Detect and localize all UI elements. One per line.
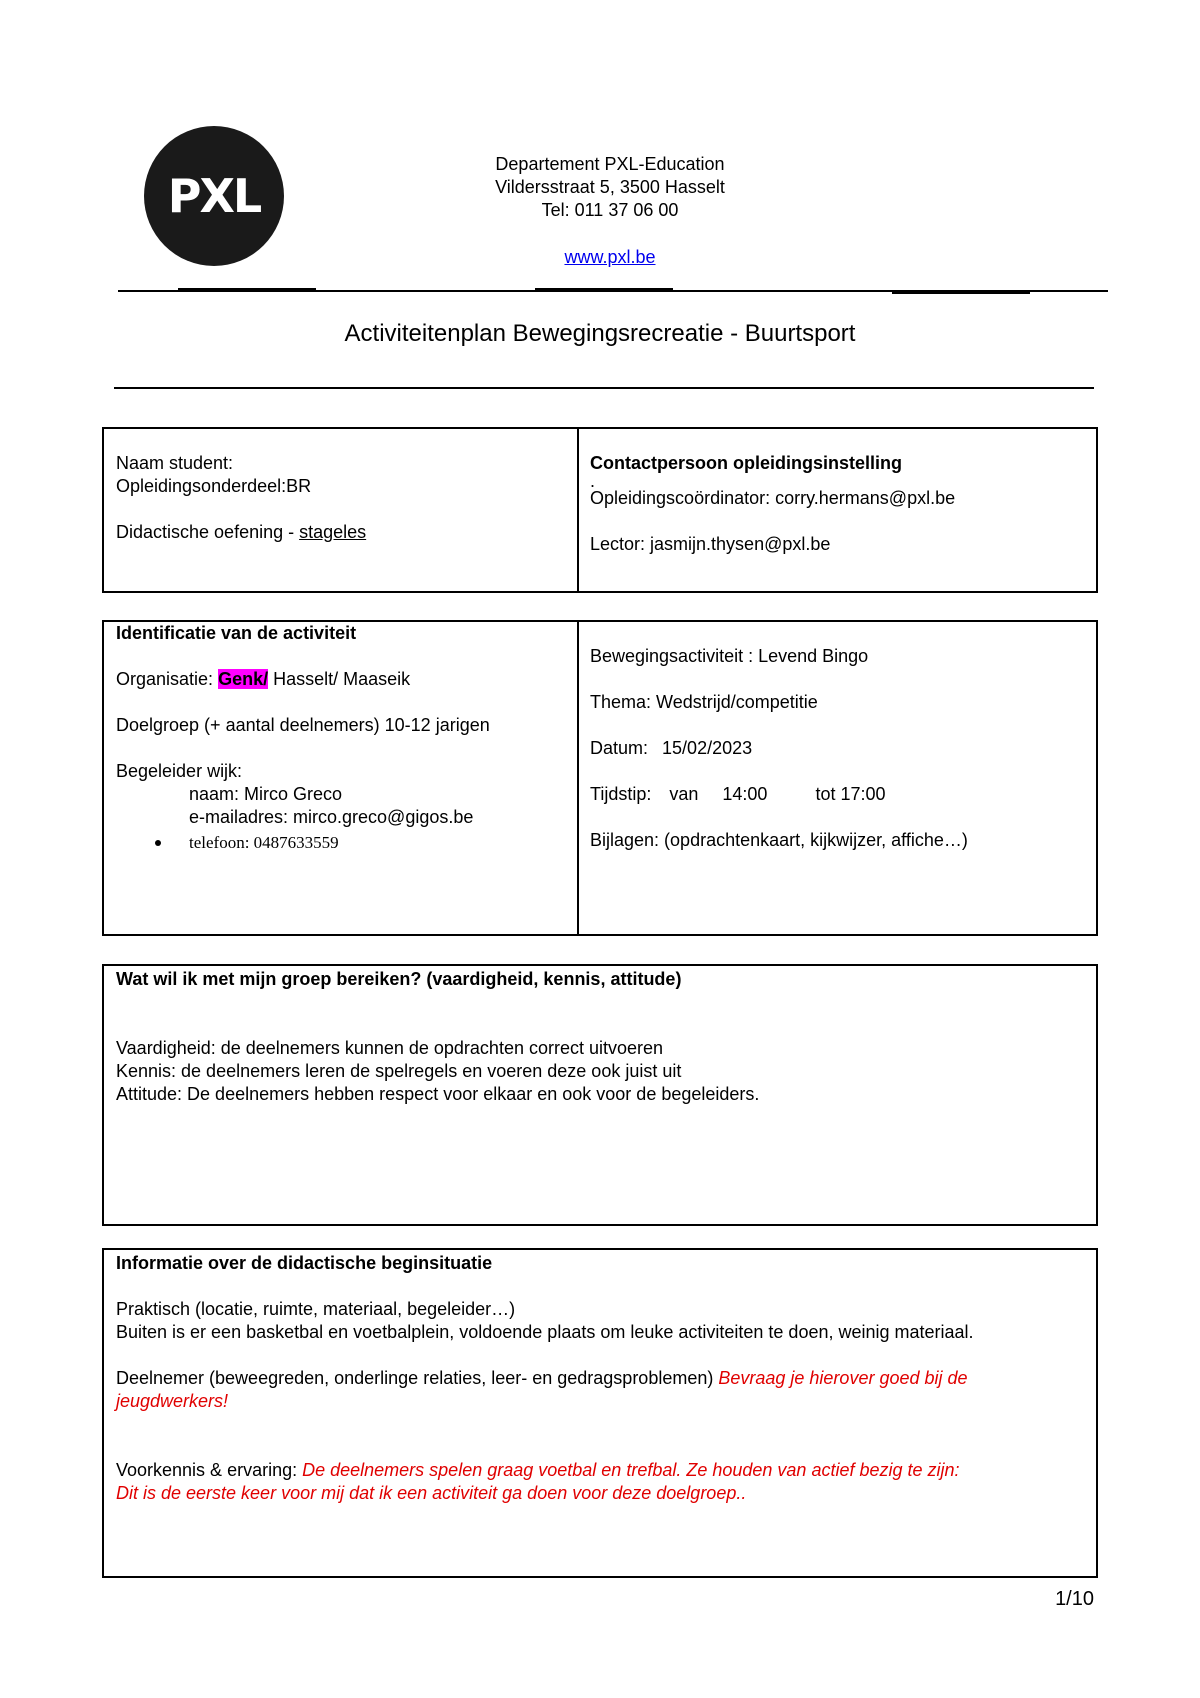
box2-divider <box>577 620 579 936</box>
starting-heading: Informatie over de didactische beginsituatie <box>116 1253 493 1273</box>
department-name: Departement PXL-Education <box>495 154 725 174</box>
contact-dot: . <box>590 471 596 491</box>
website-wrapper <box>360 246 860 269</box>
header-rule-accent-2 <box>535 288 673 290</box>
time-label: Tijdstip: <box>590 784 652 804</box>
contact-heading: Contactpersoon opleidingsinstelling <box>590 453 903 473</box>
prior-note-1: De deelnemers spelen graag voetbal en trefbal. Ze houden van actief bezig te zijn: <box>302 1460 960 1480</box>
time-start: 14:00 <box>722 784 768 804</box>
time-line <box>590 783 968 806</box>
coordinator: Opleidingscoördinator: corry.hermans@pxl.be <box>590 488 956 508</box>
box1-left <box>116 452 366 544</box>
organisation-rest: Hasselt/ Maaseik <box>268 669 411 689</box>
exercise-type: stageles <box>299 522 367 542</box>
course-part: Opleidingsonderdeel:BR <box>116 476 312 496</box>
box3-content <box>116 968 759 1106</box>
lector: Lector: jasmijn.thysen@pxl.be <box>590 534 831 554</box>
box1-right <box>590 452 955 556</box>
exercise-line <box>116 521 366 544</box>
box2-right <box>590 645 968 852</box>
date-line <box>590 737 968 760</box>
time-end: tot 17:00 <box>815 784 886 804</box>
prior-note-2: Dit is de eerste keer voor mij dat ik een activiteit ga doen voor deze doelgroep.. <box>116 1483 747 1503</box>
date-label: Datum: <box>590 738 649 758</box>
prior-label: Voorkennis & ervaring: <box>116 1460 303 1480</box>
exercise-prefix: Didactische oefening - <box>116 522 300 542</box>
pxl-logo <box>144 126 284 266</box>
time-from: van <box>669 784 699 804</box>
organisation-highlight: Genk/ <box>218 669 269 689</box>
box4-content <box>116 1252 974 1505</box>
guide-email: e-mailadres: mirco.greco@gigos.be <box>189 807 474 827</box>
attachments: Bijlagen: (opdrachtenkaart, kijkwijzer, affiche…) <box>590 830 968 850</box>
student-name-label: Naam student: <box>116 453 234 473</box>
theme: Thema: Wedstrijd/competitie <box>590 692 818 712</box>
date-value: 15/02/2023 <box>662 738 753 758</box>
movement-activity: Bewegingsactiviteit : Levend Bingo <box>590 646 869 666</box>
identification-heading: Identificatie van de activiteit <box>116 623 357 643</box>
phone: Tel: 011 37 06 00 <box>541 200 679 220</box>
header-rule-accent-1 <box>178 288 316 290</box>
page-number: 1/10 <box>1055 1588 1094 1610</box>
page-title: Activiteitenplan Bewegingsrecreatie - Buurtsport <box>344 320 856 347</box>
title-rule <box>114 387 1094 389</box>
header-rule-accent-3 <box>892 292 1030 294</box>
box2-left <box>116 622 490 854</box>
goal-attitude: Attitude: De deelnemers hebben respect voor elkaar en ook voor de begeleiders. <box>116 1084 760 1104</box>
box1-divider <box>577 427 579 593</box>
goals-heading: Wat wil ik met mijn groep bereiken? (vaardigheid, kennis, attitude) <box>116 969 682 989</box>
website-link[interactable]: www.pxl.be <box>564 247 656 267</box>
goal-knowledge: Kennis: de deelnemers leren de spelregels en voeren deze ook juist uit <box>116 1061 682 1081</box>
target-group: Doelgroep (+ aantal deelnemers) 10-12 jarigen <box>116 715 490 735</box>
organisation-line <box>116 668 490 691</box>
bullet-icon <box>155 840 161 846</box>
logo-text: PXL <box>167 169 261 223</box>
prior-line <box>116 1459 974 1482</box>
practical-text: Buiten is er een basketbal en voetbalplein, voldoende plaats om leuke activiteiten te doen, weinig materiaal. <box>116 1322 974 1342</box>
guide-name: naam: Mirco Greco <box>189 784 343 804</box>
organisation-label: Organisatie: <box>116 669 219 689</box>
participant-note-2: jeugdwerkers! <box>116 1391 229 1411</box>
participant-note-1: Bevraag je hierover goed bij de <box>718 1368 968 1388</box>
participant-line <box>116 1367 974 1390</box>
guide-phone: telefoon: 0487633559 <box>189 833 339 852</box>
participant-label: Deelnemer (beweegreden, onderlinge relaties, leer- en gedragsproblemen) <box>116 1368 719 1388</box>
guide-phone-line <box>116 831 490 854</box>
guide-label: Begeleider wijk: <box>116 761 243 781</box>
address: Vildersstraat 5, 3500 Hasselt <box>495 177 725 197</box>
practical-label: Praktisch (locatie, ruimte, materiaal, begeleider…) <box>116 1299 516 1319</box>
goal-skill: Vaardigheid: de deelnemers kunnen de opdrachten correct uitvoeren <box>116 1038 664 1058</box>
